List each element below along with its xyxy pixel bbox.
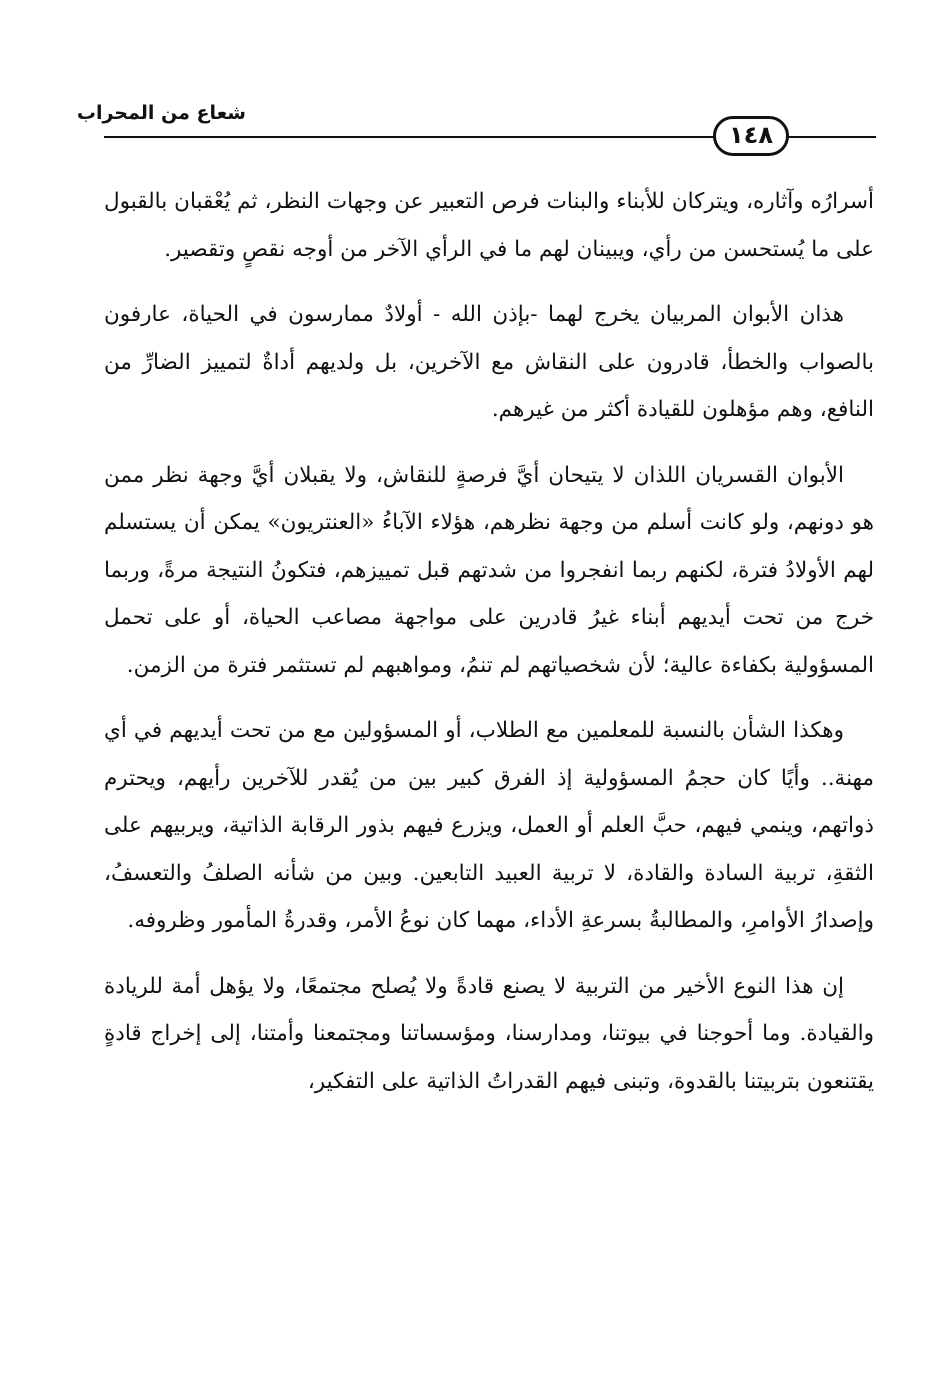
body-text xyxy=(104,178,874,1123)
running-title: شعاع من المحراب xyxy=(76,102,246,124)
page-number-badge: ١٤٨ xyxy=(713,116,789,156)
paragraph: وهكذا الشأن بالنسبة للمعلمين مع الطلاب، أو المسؤولين مع من تحت أيديهم في أي مهنة.. وأيًا كان حجمُ المسؤولية إذ الفرق كبير بين من يُقدر للآخرين رأيهم، ويحترم ذواتهم، وينمي فيهم، حبَّ العلم أو العمل، ويزرع فيهم بذور الرقابة الذاتية، ويربيهم على الثقةِ، تربية السادة والقادة، لا تربية العبيد التابعين. وبين من شأنه الصلفُ والتعسفُ، وإصدارُ الأوامرِ، والمطالبةُ بسرعةِ الأداء، مهما كان نوعُ الأمر، وقدرةُ المأمور وظروفه. xyxy=(104,718,874,933)
paragraph: أسرارُه وآثاره، ويتركان للأبناء والبنات فرص التعبير عن وجهات النظر، ثم يُعْقبان بالقبول على ما يُستحسن من رأي، ويبينان لهم ما في الرأي الآخر من أوجه نقصٍ وتقصير. xyxy=(104,189,874,262)
paragraph: إن هذا النوع الأخير من التربية لا يصنع قادةً ولا يُصلح مجتمعًا، ولا يؤهل أمة للريادة والقيادة. وما أحوجنا في بيوتنا، ومدارسنا، ومؤسساتنا ومجتمعنا وأمتنا، إلى إخراج قادةٍ يقتنعون بتربيتنا بالقدوة، وتبنى فيهم القدراتُ الذاتية على التفكير، xyxy=(104,973,874,1094)
paragraph: هذان الأبوان المربيان يخرج لهما -بإذن الله - أولادٌ ممارسون في الحياة، عارفون بالصواب والخطأ، قادرون على النقاش مع الآخرين، بل ولديهم أداةٌ لتمييز الضارِّ من النافع، وهم مؤهلون للقيادة أكثر من غيرهم. xyxy=(104,302,874,422)
paragraph: الأبوان القسريان اللذان لا يتيحان أيَّ فرصةٍ للنقاش، ولا يقبلان أيَّ وجهة نظر ممن هو دونهم، ولو كانت أسلم من وجهة نظرهم، هؤلاء الآباءُ «العنتريون» يمكن أن يستسلم لهم الأولادُ فترة، لكنهم ربما انفجروا من شدتهم قبل تمييزهم، فتكونُ النتيجة مرةً، وربما خرج من تحت أيديهم أبناء غيرُ قادرين على مواجهة مصاعب الحياة، أو على تحمل المسؤولية بكفاءة عالية؛ لأن شخصياتهم لم تنمُ، ومواهبهم لم تستثمر فترة من الزمن. xyxy=(104,462,874,678)
